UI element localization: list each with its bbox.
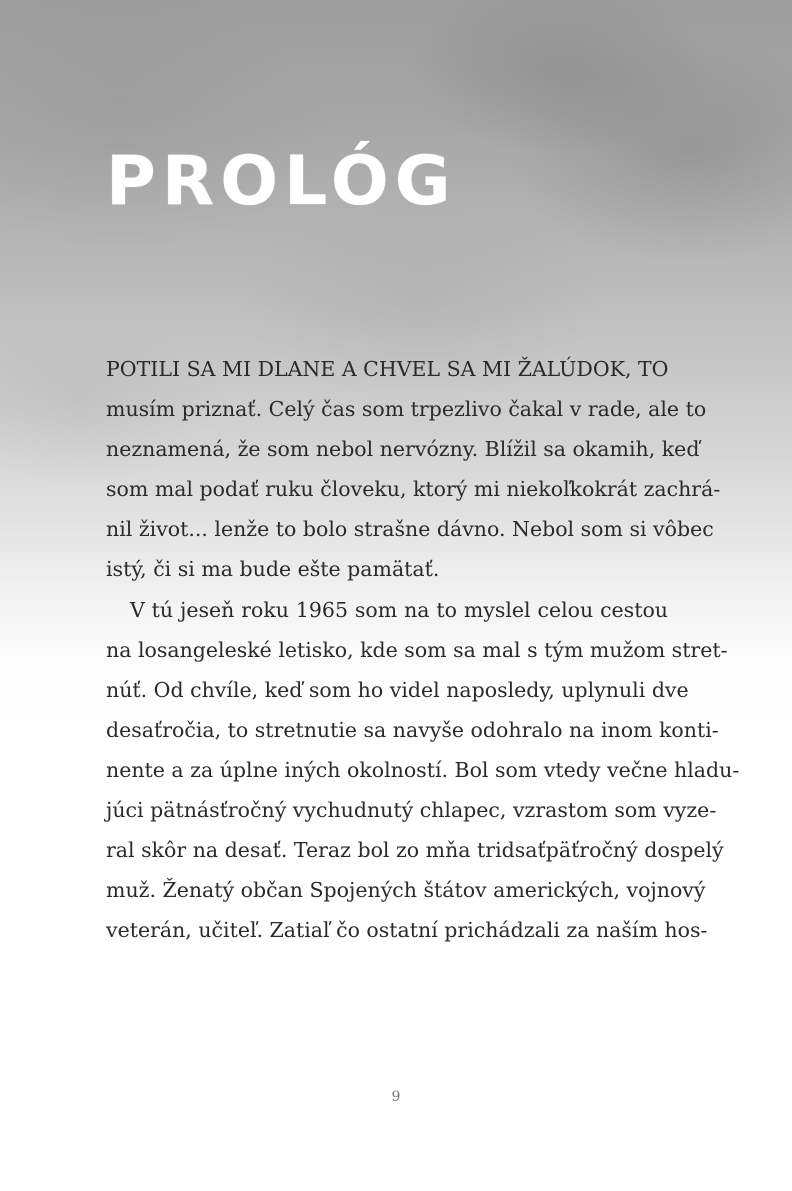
paragraph — [106, 590, 740, 951]
page-number: 9 — [391, 1089, 401, 1105]
paragraph — [106, 349, 721, 590]
text-line: na losangeleské letisko, kde som sa mal s tým mužom stret- — [106, 637, 728, 662]
text-line: muž. Ženatý občan Spojených štátov amerických, vojnový — [106, 878, 706, 903]
text-line: neznamená, že som nebol nervózny. Blížil sa okamih, keď — [106, 437, 700, 462]
text-line: istý, či si ma bude ešte pamätať. — [106, 557, 440, 582]
text-line: V tú jeseň roku 1965 som na to myslel celou cestou — [130, 597, 668, 622]
text-line: nente a za úplne iných okolností. Bol som vtedy večne hladu- — [106, 757, 740, 782]
text-line: POTILI SA MI DLANE A CHVEL SA MI ŽALÚDOK, TO — [106, 357, 669, 381]
chapter-title: PROLÓG — [106, 142, 457, 221]
text-line: som mal podať ruku človeku, ktorý mi niekoľkokrát zachrá- — [106, 477, 721, 502]
text-line: núť. Od chvíle, keď som ho videl naposledy, uplynuli dve — [106, 677, 689, 702]
text-line: desaťročia, to stretnutie sa navyše odohralo na inom konti- — [106, 717, 719, 742]
text-line: veterán, učiteľ. Zatiaľ čo ostatní prichádzali za naším hos- — [106, 918, 708, 943]
text-line: nil život... lenže to bolo strašne dávno. Nebol som si vôbec — [106, 517, 714, 542]
text-line: júci pätnásťročný vychudnutý chlapec, vzrastom som vyze- — [106, 798, 717, 823]
body-text — [106, 349, 740, 950]
text-line: musím priznať. Celý čas som trpezlivo čakal v rade, ale to — [106, 397, 707, 422]
text-line: ral skôr na desať. Teraz bol zo mňa tridsaťpäťročný dospelý — [106, 838, 724, 863]
